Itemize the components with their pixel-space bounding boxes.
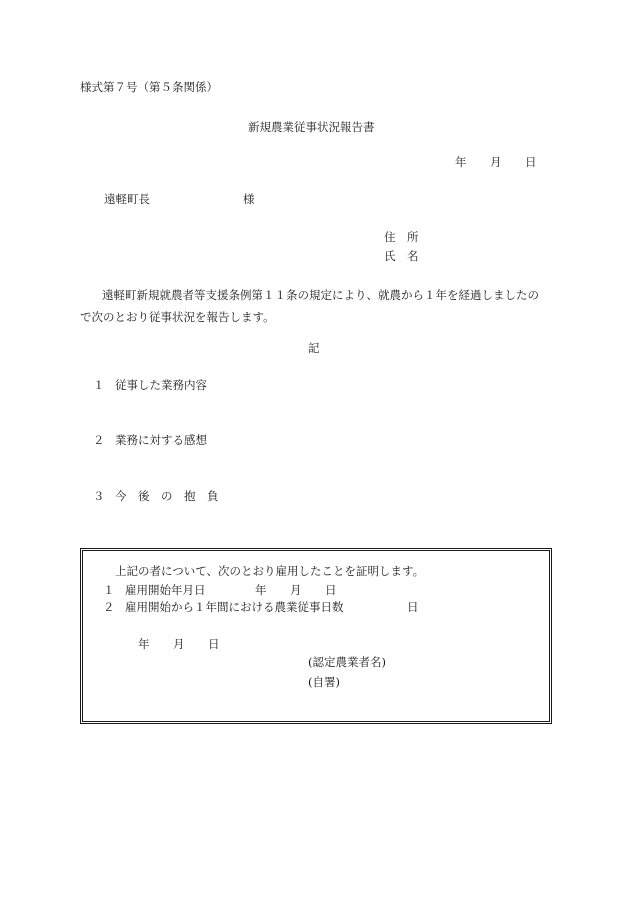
date-day: 日 [525, 155, 537, 169]
certification-intro: 上記の者について、次のとおり雇用したことを証明します。 [115, 564, 425, 578]
cert-row1-month: 月 [290, 583, 302, 597]
item-2-label: 業務に対する感想 [115, 433, 207, 447]
cert-date-year: 年 [138, 637, 150, 651]
document-title: 新規農業従事状況報告書 [248, 120, 375, 134]
item-2-number: ２ [93, 433, 105, 447]
cert-row1-number: １ [103, 583, 115, 597]
date-year: 年 [455, 155, 467, 169]
body-text: 遠軽町新規就農者等支援条例第１１条の規定により、就農から１年を経過しましたので次のとおり従事状況を報告します。 [80, 288, 539, 324]
addressee-name: 遠軽町長 [104, 192, 150, 206]
item-1-label: 従事した業務内容 [115, 378, 207, 392]
ki-heading: 記 [308, 341, 320, 355]
signature-label: (自署) [308, 675, 340, 689]
addressee-honorific: 様 [243, 192, 255, 206]
certifier-label: (認定農業者名) [308, 655, 386, 669]
applicant-name-label: 氏 名 [384, 249, 419, 263]
item-1-number: １ [93, 378, 105, 392]
date-month: 月 [490, 155, 502, 169]
item-3-label: 今 後 の 抱 負 [115, 489, 219, 503]
form-number: 様式第７号（第５条関係） [80, 80, 218, 94]
item-3-number: ３ [93, 489, 105, 503]
cert-row2-label: 雇用開始から１年間における農業従事日数 [125, 600, 344, 614]
cert-date-month: 月 [173, 637, 185, 651]
applicant-address-label: 住 所 [384, 230, 419, 244]
cert-row1-year: 年 [255, 583, 267, 597]
cert-row2-day: 日 [407, 600, 419, 614]
cert-date-day: 日 [208, 637, 220, 651]
cert-row2-number: ２ [103, 600, 115, 614]
cert-row1-day: 日 [325, 583, 337, 597]
cert-row1-label: 雇用開始年月日 [125, 583, 206, 597]
